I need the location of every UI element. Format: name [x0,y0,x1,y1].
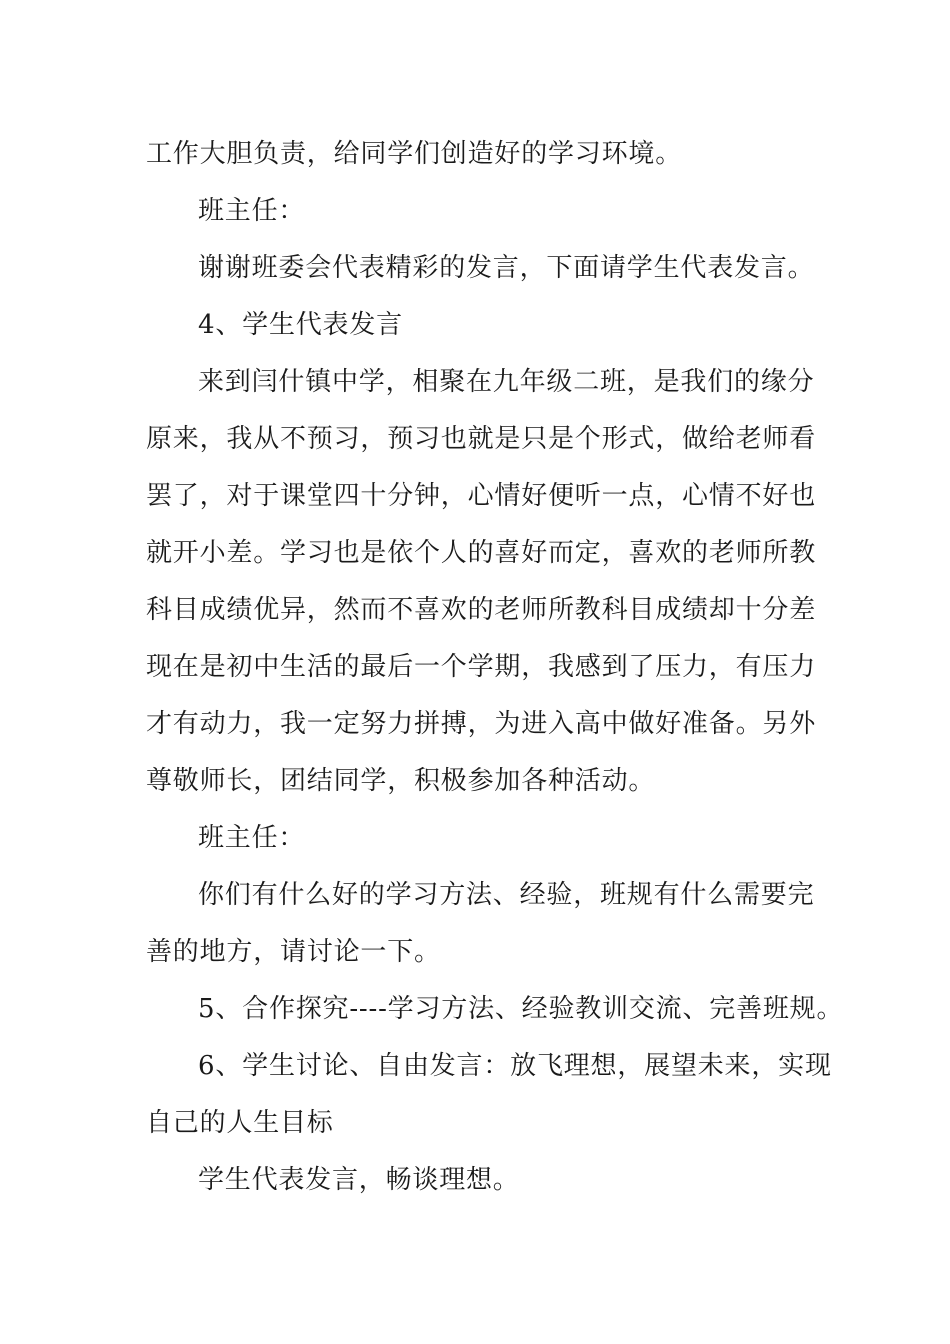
text-line: 善的地方，请讨论一下。 [146,937,441,967]
section-heading: 4、学生代表发言 [198,310,403,340]
document-body [146,126,844,1209]
section-heading: 6、学生讨论、自由发言：放飞理想，展望未来，实现 [198,1051,832,1081]
text-line: 自己的人生目标 [146,1108,334,1138]
text-line: 现在是初中生活的最后一个学期，我感到了压力，有压力 [146,652,817,682]
text-line: 原来，我从不预习，预习也就是只是个形式，做给老师看 [146,424,817,454]
text-line: 就开小差。学习也是依个人的喜好而定，喜欢的老师所教 [146,538,817,568]
speaker-label: 班主任： [198,823,306,853]
section-heading: 5、合作探究----学习方法、经验教训交流、完善班规。 [198,994,844,1024]
text-line: 尊敬师长，团结同学，积极参加各种活动。 [146,766,656,796]
text-line: 罢了，对于课堂四十分钟，心情好便听一点，心情不好也 [146,481,817,511]
text-line: 你们有什么好的学习方法、经验，班规有什么需要完 [198,880,815,910]
text-line: 来到闫什镇中学，相聚在九年级二班，是我们的缘分 [198,367,815,397]
text-line: 工作大胆负责，给同学们创造好的学习环境。 [146,139,683,169]
text-line: 才有动力，我一定努力拼搏，为进入高中做好准备。另外 [146,709,817,739]
text-line: 谢谢班委会代表精彩的发言，下面请学生代表发言。 [198,253,815,283]
text-line: 学生代表发言，畅谈理想。 [198,1165,520,1195]
text-line: 科目成绩优异，然而不喜欢的老师所教科目成绩却十分差 [146,595,817,625]
speaker-label: 班主任： [198,196,306,226]
